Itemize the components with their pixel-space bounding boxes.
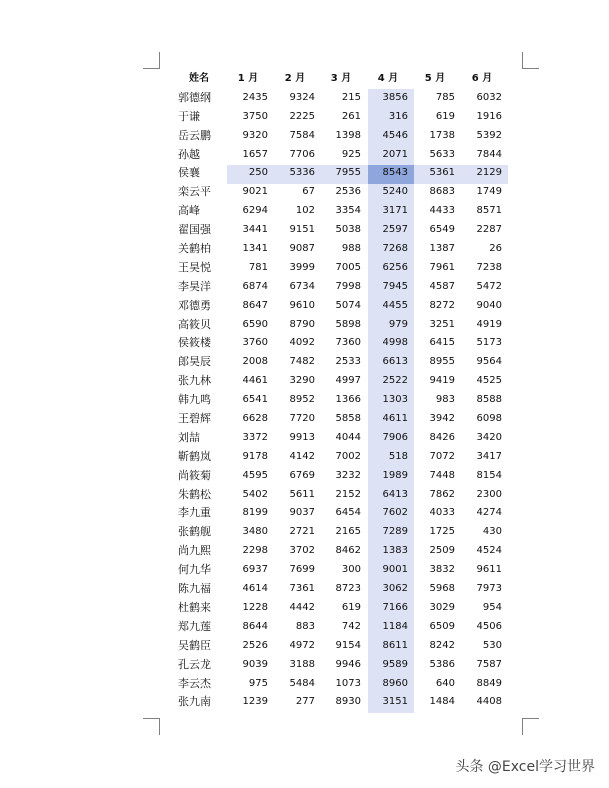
cell-month-4: 2597 (382, 224, 408, 236)
cell-month-5: 3942 (429, 413, 455, 425)
cell-month-6: 7587 (476, 658, 502, 670)
table-row (168, 183, 508, 202)
cell-month-5: 4433 (429, 205, 455, 217)
row-name: 尚九熙 (178, 544, 211, 558)
cell-month-4: 4998 (382, 337, 408, 349)
cell-month-3: 2533 (335, 356, 361, 368)
cell-month-1: 3760 (242, 337, 268, 349)
cell-month-6: 954 (482, 601, 502, 613)
table-row (168, 202, 508, 221)
cell-month-1: 3750 (242, 110, 268, 122)
cell-month-4: 7166 (382, 601, 408, 613)
cell-month-5: 7961 (429, 261, 455, 273)
row-name: 郭德纲 (178, 90, 211, 104)
cell-month-1: 9320 (242, 129, 268, 141)
row-name: 侯筱楼 (178, 336, 211, 350)
table-row (168, 316, 508, 335)
cell-month-6: 26 (489, 243, 502, 255)
cell-month-3: 4044 (335, 431, 361, 443)
crop-mark-bottom-left-v (159, 718, 160, 735)
cell-month-2: 3999 (289, 261, 315, 273)
cell-month-6: 3417 (476, 450, 502, 462)
cell-month-2: 7482 (289, 356, 315, 368)
row-name: 侯襄 (178, 166, 200, 180)
row-name: 吴鹤臣 (178, 638, 211, 652)
row-name: 李昊洋 (178, 279, 211, 293)
crop-mark-top-right-v (522, 52, 523, 69)
cell-month-4: 9589 (382, 658, 408, 670)
cell-month-6: 1749 (476, 186, 502, 198)
cell-month-3: 5858 (335, 413, 361, 425)
cell-month-1: 1239 (242, 696, 268, 708)
cell-month-5: 7072 (429, 450, 455, 462)
cell-month-5: 640 (435, 677, 455, 689)
cell-month-1: 3372 (242, 431, 268, 443)
row-name: 杜鹤来 (178, 600, 211, 614)
header-name: 姓名 (189, 73, 209, 84)
row-name: 王昊悦 (178, 260, 211, 274)
header-month-6: 6 月 (471, 73, 493, 84)
cell-month-4: 1184 (382, 620, 408, 632)
cell-month-5: 9419 (429, 375, 455, 387)
cell-month-2: 5336 (289, 167, 315, 179)
cell-month-4: 4611 (382, 413, 408, 425)
crop-mark-top-left-h (143, 68, 160, 69)
watermark: 头条 @Excel学习世界 (455, 759, 595, 775)
cell-month-2: 9913 (289, 431, 315, 443)
cell-month-5: 5361 (429, 167, 455, 179)
row-name: 靳鹤岚 (178, 449, 211, 463)
cell-month-6: 7238 (476, 261, 502, 273)
cell-month-2: 67 (302, 186, 315, 198)
cell-month-2: 5484 (289, 677, 315, 689)
crop-mark-bottom-left-h (143, 718, 160, 719)
cell-month-6: 4525 (476, 375, 502, 387)
cell-month-4: 7602 (382, 507, 408, 519)
cell-month-2: 277 (295, 696, 315, 708)
cell-month-5: 8683 (429, 186, 455, 198)
cell-month-4: 1383 (382, 545, 408, 557)
cell-month-2: 8790 (289, 318, 315, 330)
cell-month-6: 4524 (476, 545, 502, 557)
cell-month-2: 7584 (289, 129, 315, 141)
table-row (168, 353, 508, 372)
row-name: 栾云平 (178, 185, 211, 199)
table-row (168, 693, 508, 712)
cell-month-3: 925 (341, 148, 361, 160)
cell-month-4: 518 (388, 450, 408, 462)
cell-month-2: 9087 (289, 243, 315, 255)
cell-month-1: 6937 (242, 564, 268, 576)
cell-month-3: 1398 (335, 129, 361, 141)
cell-month-1: 2526 (242, 639, 268, 651)
row-name: 于谦 (178, 109, 200, 123)
table-row (168, 618, 508, 637)
row-name: 岳云鹏 (178, 128, 211, 142)
cell-month-3: 7002 (335, 450, 361, 462)
cell-month-3: 619 (341, 601, 361, 613)
cell-month-5: 1725 (429, 526, 455, 538)
header-month-2: 2 月 (284, 73, 306, 84)
cell-month-6: 4408 (476, 696, 502, 708)
row-name: 韩九鸣 (178, 393, 211, 407)
cell-month-4: 3151 (382, 696, 408, 708)
row-name: 何九华 (178, 563, 211, 577)
table-row (168, 429, 508, 448)
cell-month-2: 883 (295, 620, 315, 632)
cell-month-2: 9610 (289, 299, 315, 311)
table-row (168, 523, 508, 542)
table-row (168, 504, 508, 523)
cell-month-3: 2165 (335, 526, 361, 538)
cell-month-2: 4442 (289, 601, 315, 613)
cell-month-6: 9040 (476, 299, 502, 311)
cell-month-6: 4919 (476, 318, 502, 330)
cell-month-4: 9001 (382, 564, 408, 576)
table-row (168, 675, 508, 694)
cell-month-2: 5611 (289, 488, 315, 500)
cell-month-3: 2536 (335, 186, 361, 198)
cell-month-5: 8272 (429, 299, 455, 311)
cell-month-1: 4614 (242, 583, 268, 595)
cell-month-4: 2071 (382, 148, 408, 160)
cell-month-2: 9037 (289, 507, 315, 519)
table-row (168, 637, 508, 656)
cell-month-3: 5074 (335, 299, 361, 311)
cell-month-3: 7955 (335, 167, 361, 179)
cell-month-5: 7862 (429, 488, 455, 500)
cell-month-3: 8462 (335, 545, 361, 557)
cell-month-3: 3232 (335, 469, 361, 481)
cell-month-6: 9611 (476, 564, 502, 576)
cell-month-2: 4142 (289, 450, 315, 462)
row-name: 高峰 (178, 204, 200, 218)
cell-month-6: 5392 (476, 129, 502, 141)
cell-month-2: 3702 (289, 545, 315, 557)
cell-month-6: 4274 (476, 507, 502, 519)
row-name: 翟国强 (178, 223, 211, 237)
cell-month-1: 6294 (242, 205, 268, 217)
row-name: 郑九莲 (178, 619, 211, 633)
cell-month-1: 6590 (242, 318, 268, 330)
table-row (168, 164, 508, 183)
cell-month-6: 430 (482, 526, 502, 538)
crop-mark-bottom-right-h (522, 718, 539, 719)
cell-month-3: 988 (341, 243, 361, 255)
cell-month-2: 4092 (289, 337, 315, 349)
cell-month-5: 4587 (429, 280, 455, 292)
cell-month-5: 785 (435, 91, 455, 103)
cell-month-1: 2435 (242, 91, 268, 103)
crop-mark-top-right-h (522, 68, 539, 69)
cell-month-6: 2300 (476, 488, 502, 500)
crop-mark-bottom-right-v (522, 718, 523, 735)
table-row (168, 108, 508, 127)
cell-month-4: 1303 (382, 394, 408, 406)
cell-month-4: 2522 (382, 375, 408, 387)
cell-month-5: 3832 (429, 564, 455, 576)
cell-month-5: 8426 (429, 431, 455, 443)
row-name: 邓德勇 (178, 298, 211, 312)
cell-month-1: 3441 (242, 224, 268, 236)
cell-month-3: 5898 (335, 318, 361, 330)
table-row (168, 542, 508, 561)
cell-month-1: 5402 (242, 488, 268, 500)
cell-month-2: 4972 (289, 639, 315, 651)
row-name: 高筱贝 (178, 317, 211, 331)
cell-month-3: 8723 (335, 583, 361, 595)
cell-month-1: 9039 (242, 658, 268, 670)
cell-month-5: 7448 (429, 469, 455, 481)
cell-month-4: 4455 (382, 299, 408, 311)
cell-month-3: 8930 (335, 696, 361, 708)
cell-month-6: 8588 (476, 394, 502, 406)
cell-month-1: 8199 (242, 507, 268, 519)
table-row (168, 127, 508, 146)
data-table (168, 70, 508, 712)
cell-month-2: 7720 (289, 413, 315, 425)
table-row (168, 561, 508, 580)
cell-month-3: 7998 (335, 280, 361, 292)
header-month-5: 5 月 (424, 73, 446, 84)
cell-month-5: 619 (435, 110, 455, 122)
cell-month-2: 3290 (289, 375, 315, 387)
table-row (168, 146, 508, 165)
table-row (168, 486, 508, 505)
cell-month-2: 9151 (289, 224, 315, 236)
cell-month-1: 250 (248, 167, 268, 179)
cell-month-6: 1916 (476, 110, 502, 122)
cell-month-5: 3029 (429, 601, 455, 613)
cell-month-1: 6874 (242, 280, 268, 292)
cell-month-4: 8960 (382, 677, 408, 689)
row-name: 张九南 (178, 695, 211, 709)
cell-month-6: 5472 (476, 280, 502, 292)
row-name: 孔云龙 (178, 657, 211, 671)
cell-month-1: 4461 (242, 375, 268, 387)
cell-month-1: 2008 (242, 356, 268, 368)
cell-month-5: 8955 (429, 356, 455, 368)
cell-month-4: 3856 (382, 91, 408, 103)
cell-month-5: 5633 (429, 148, 455, 160)
cell-month-4: 6413 (382, 488, 408, 500)
table-row (168, 278, 508, 297)
cell-month-5: 1484 (429, 696, 455, 708)
cell-month-1: 1341 (242, 243, 268, 255)
row-name: 朱鹤松 (178, 487, 211, 501)
cell-month-3: 7005 (335, 261, 361, 273)
table-row (168, 580, 508, 599)
cell-month-4: 7906 (382, 431, 408, 443)
table-row (168, 372, 508, 391)
header-month-4: 4 月 (377, 73, 399, 84)
cell-month-4: 7289 (382, 526, 408, 538)
cell-month-4: 7945 (382, 280, 408, 292)
row-name: 陈九福 (178, 582, 211, 596)
cell-month-3: 5038 (335, 224, 361, 236)
table-row (168, 240, 508, 259)
cell-month-6: 6032 (476, 91, 502, 103)
cell-month-6: 7973 (476, 583, 502, 595)
table-row (168, 467, 508, 486)
cell-month-1: 8644 (242, 620, 268, 632)
cell-month-4: 6613 (382, 356, 408, 368)
cell-month-5: 6509 (429, 620, 455, 632)
cell-month-2: 6734 (289, 280, 315, 292)
cell-month-4: 3062 (382, 583, 408, 595)
cell-month-1: 1657 (242, 148, 268, 160)
table-row (168, 221, 508, 240)
cell-month-1: 781 (248, 261, 268, 273)
cell-month-4: 1989 (382, 469, 408, 481)
row-name: 李九重 (178, 506, 211, 520)
table-row (168, 599, 508, 618)
cell-month-3: 300 (341, 564, 361, 576)
header-month-1: 1 月 (237, 73, 259, 84)
cell-month-1: 9178 (242, 450, 268, 462)
cell-month-6: 9564 (476, 356, 502, 368)
row-name: 关鹤柏 (178, 242, 211, 256)
cell-month-3: 7360 (335, 337, 361, 349)
table-row (168, 89, 508, 108)
row-name: 李云杰 (178, 676, 211, 690)
cell-month-6: 8154 (476, 469, 502, 481)
table-row (168, 656, 508, 675)
cell-month-1: 6541 (242, 394, 268, 406)
header-month-3: 3 月 (330, 73, 352, 84)
table-row (168, 297, 508, 316)
cell-month-4: 979 (388, 318, 408, 330)
cell-month-6: 8571 (476, 205, 502, 217)
cell-month-6: 2287 (476, 224, 502, 236)
cell-month-5: 8242 (429, 639, 455, 651)
cell-month-2: 6769 (289, 469, 315, 481)
cell-month-5: 3251 (429, 318, 455, 330)
cell-month-2: 9324 (289, 91, 315, 103)
cell-month-1: 8647 (242, 299, 268, 311)
cell-month-6: 3420 (476, 431, 502, 443)
row-name: 王碧辉 (178, 412, 211, 426)
cell-month-5: 983 (435, 394, 455, 406)
cell-month-1: 9021 (242, 186, 268, 198)
table-body (168, 89, 508, 712)
row-name: 郎昊辰 (178, 355, 211, 369)
cell-month-6: 2129 (476, 167, 502, 179)
cell-month-4: 4546 (382, 129, 408, 141)
table-row (168, 391, 508, 410)
cell-month-1: 2298 (242, 545, 268, 557)
row-name: 孙越 (178, 147, 200, 161)
cell-month-5: 5968 (429, 583, 455, 595)
table-row (168, 448, 508, 467)
cell-month-5: 1387 (429, 243, 455, 255)
cell-month-4: 8611 (382, 639, 408, 651)
cell-month-3: 3354 (335, 205, 361, 217)
table-header-row (168, 70, 508, 89)
table-row (168, 334, 508, 353)
cell-month-5: 6415 (429, 337, 455, 349)
cell-month-6: 6098 (476, 413, 502, 425)
cell-month-3: 6454 (335, 507, 361, 519)
cell-month-6: 530 (482, 639, 502, 651)
cell-month-1: 3480 (242, 526, 268, 538)
cell-month-2: 2721 (289, 526, 315, 538)
cell-month-3: 9946 (335, 658, 361, 670)
cell-month-2: 7361 (289, 583, 315, 595)
cell-month-6: 8849 (476, 677, 502, 689)
cell-month-2: 7706 (289, 148, 315, 160)
cell-month-3: 9154 (335, 639, 361, 651)
cell-month-2: 2225 (289, 110, 315, 122)
table-row (168, 410, 508, 429)
cell-month-1: 6628 (242, 413, 268, 425)
cell-month-4: 316 (388, 110, 408, 122)
cell-month-4: 8543 (382, 167, 408, 179)
row-name: 尚筱菊 (178, 468, 211, 482)
cell-month-5: 6549 (429, 224, 455, 236)
cell-month-4: 3171 (382, 205, 408, 217)
cell-month-3: 742 (341, 620, 361, 632)
cell-month-3: 1366 (335, 394, 361, 406)
cell-month-5: 4033 (429, 507, 455, 519)
cell-month-4: 5240 (382, 186, 408, 198)
cell-month-4: 6256 (382, 261, 408, 273)
cell-month-3: 261 (341, 110, 361, 122)
cell-month-3: 1073 (335, 677, 361, 689)
cell-month-3: 215 (341, 91, 361, 103)
cell-month-6: 7844 (476, 148, 502, 160)
cell-month-2: 102 (295, 205, 315, 217)
row-name: 张鹤舰 (178, 525, 211, 539)
cell-month-4: 7268 (382, 243, 408, 255)
cell-month-2: 3188 (289, 658, 315, 670)
row-name: 刘喆 (178, 430, 200, 444)
cell-month-2: 7699 (289, 564, 315, 576)
cell-month-5: 1738 (429, 129, 455, 141)
cell-month-1: 1228 (242, 601, 268, 613)
row-name: 张九林 (178, 374, 211, 388)
cell-month-6: 4506 (476, 620, 502, 632)
cell-month-3: 4997 (335, 375, 361, 387)
cell-month-5: 5386 (429, 658, 455, 670)
cell-month-1: 4595 (242, 469, 268, 481)
cell-month-1: 975 (248, 677, 268, 689)
cell-month-2: 8952 (289, 394, 315, 406)
cell-month-5: 2509 (429, 545, 455, 557)
table-row (168, 259, 508, 278)
cell-month-3: 2152 (335, 488, 361, 500)
cell-month-6: 5173 (476, 337, 502, 349)
crop-mark-top-left-v (159, 52, 160, 69)
